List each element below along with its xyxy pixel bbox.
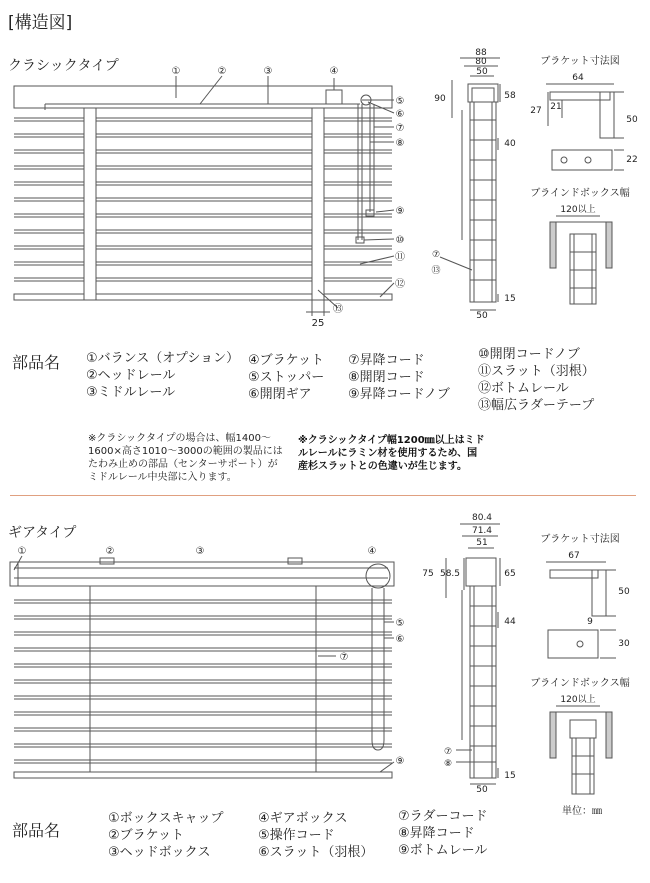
gear-part-item: ②ブラケット — [108, 828, 185, 843]
classic-ladder-tape-left — [84, 108, 96, 300]
classic-bracket-dim-27: 27 — [530, 106, 542, 116]
classic-part-item: ③ミドルレール — [86, 385, 176, 400]
classic-part-item: ①バランス（オプション） — [86, 351, 240, 366]
classic-dim-90: 90 — [434, 94, 446, 104]
classic-bracket-title: ブラケット寸法図 — [540, 56, 620, 67]
gear-dim-50: 50 — [476, 785, 488, 795]
classic-part-item: ⑪スラット（羽根） — [478, 364, 595, 379]
note-line: 産杉スラットとの色違いが生じます。 — [298, 461, 467, 472]
gear-box-title: ブラインドボックス幅 — [530, 678, 630, 689]
classic-side-callout-7: ⑦ — [431, 250, 441, 260]
classic-part-item: ②ヘッドレール — [86, 368, 176, 383]
note-line: ミドルレール中央部に入ります。 — [88, 472, 237, 483]
classic-bracket-box — [326, 90, 342, 104]
gear-callout-2: ② — [105, 546, 115, 557]
gear-callout-7: ⑦ — [339, 652, 349, 663]
classic-part-item: ⑦昇降コード — [348, 353, 425, 368]
gear-bracket-dim-30: 30 — [618, 639, 630, 649]
gear-bracket-title: ブラケット寸法図 — [540, 534, 620, 545]
gear-parts-col-1 — [108, 810, 224, 861]
gear-box-width: 120以上 — [560, 695, 596, 705]
note-line: たわみ止めの部品（センターサポート）が — [88, 459, 278, 470]
gear-head-box — [10, 562, 394, 586]
classic-box-title: ブラインドボックス幅 — [530, 188, 630, 199]
classic-dim-15: 15 — [504, 294, 516, 304]
gear-slats — [14, 600, 392, 778]
classic-callout-8: ⑧ — [395, 138, 405, 149]
classic-part-item: ⑥開閉ギア — [248, 387, 312, 402]
gear-part-item: ⑧昇降コード — [398, 826, 475, 841]
note-line: ※クラシックタイプ幅1200㎜以上はミド — [298, 435, 485, 446]
classic-dim-88: 88 — [475, 48, 487, 58]
classic-dim-25: 25 — [311, 318, 325, 329]
gear-dim-71-4: 71.4 — [471, 526, 493, 536]
classic-parts-col-4 — [478, 346, 595, 414]
classic-callout-6: ⑥ — [395, 109, 405, 120]
classic-dim-40: 40 — [504, 139, 516, 149]
gear-bracket-dim-50: 50 — [618, 587, 630, 597]
gear-part-item: ③ヘッドボックス — [108, 845, 211, 860]
note-line: ※クラシックタイプの場合は、幅1400～ — [88, 433, 271, 444]
classic-note-ramin — [298, 434, 485, 473]
classic-parts-col-3 — [348, 352, 450, 403]
classic-parts-col-2 — [248, 352, 324, 403]
classic-box-width: 120以上 — [560, 205, 596, 215]
classic-side-callout-13: ⑬ — [431, 266, 441, 276]
classic-callout-2: ② — [217, 66, 227, 77]
gear-side-callout-8: ⑧ — [443, 759, 453, 769]
gear-dim-51: 51 — [476, 538, 488, 548]
classic-part-item: ⑫ボトムレール — [478, 381, 569, 396]
classic-callout-13: ⑬ — [333, 304, 343, 315]
gear-bracket-dim-9: 9 — [587, 617, 593, 627]
classic-callout-4: ④ — [329, 66, 339, 77]
classic-part-item: ⑤ストッパー — [248, 370, 325, 385]
gear-parts-col-3 — [398, 808, 488, 859]
classic-part-item: ⑬幅広ラダーテープ — [478, 398, 595, 413]
classic-bracket-dim-50: 50 — [626, 115, 638, 125]
classic-dim-80: 80 — [475, 57, 487, 67]
classic-callout-10: ⑩ — [395, 235, 405, 246]
gear-part-item: ④ギアボックス — [258, 811, 348, 826]
gear-parts-heading: 部品名 — [12, 821, 61, 840]
gear-dim-80-4: 80.4 — [471, 513, 493, 523]
gear-dim-65: 65 — [504, 569, 516, 579]
classic-ladder-tape-right — [312, 108, 324, 300]
gear-part-item: ⑨ボトムレール — [398, 843, 488, 858]
gear-part-item: ①ボックスキャップ — [108, 811, 224, 826]
gear-callout-4: ④ — [367, 546, 377, 557]
section-divider — [10, 495, 636, 496]
gear-callout-3: ③ — [195, 546, 205, 557]
gear-parts-col-2 — [258, 810, 373, 861]
classic-head-rail — [14, 86, 392, 108]
classic-dim-58: 58 — [504, 91, 516, 101]
gear-side-callout-7: ⑦ — [443, 747, 453, 757]
classic-part-item: ⑩開閉コードノブ — [478, 347, 580, 362]
gear-side-view — [443, 524, 500, 784]
classic-callout-11: ⑪ — [395, 252, 405, 263]
unit-label: 単位：㎜ — [562, 806, 602, 817]
gear-front-view — [0, 500, 650, 800]
classic-dim-50: 50 — [476, 67, 488, 77]
gear-part-item: ⑤操作コード — [258, 828, 335, 843]
classic-parts-col-1 — [86, 350, 239, 401]
classic-note-center-support — [88, 432, 283, 484]
gear-dim-44: 44 — [504, 617, 516, 627]
gear-bracket-dim-67: 67 — [568, 551, 580, 561]
classic-part-item: ④ブラケット — [248, 353, 325, 368]
classic-part-item: ⑧開閉コード — [348, 370, 425, 385]
classic-section-title: クラシックタイプ — [8, 58, 119, 74]
classic-bracket-dim-22: 22 — [626, 155, 638, 165]
classic-parts-heading: 部品名 — [12, 353, 61, 372]
gear-dim-58-5: 58.5 — [439, 569, 461, 579]
classic-bottom-rail — [14, 294, 392, 300]
gear-part-item: ⑥スラット（羽根） — [258, 845, 374, 860]
gear-part-item: ⑦ラダーコード — [398, 809, 488, 824]
classic-bracket-dim-21: 21 — [550, 102, 562, 112]
gear-bottom-rail — [14, 772, 392, 778]
gear-dim-15: 15 — [504, 771, 516, 781]
page-title: [構造図] — [8, 13, 73, 33]
classic-callout-3: ③ — [263, 66, 273, 77]
classic-callout-7: ⑦ — [395, 123, 405, 134]
gear-callout-9: ⑨ — [395, 756, 405, 767]
gear-callout-5: ⑤ — [395, 618, 405, 629]
gear-callout-1: ① — [17, 546, 27, 557]
gear-callout-6: ⑥ — [395, 634, 405, 645]
classic-bracket-dim-64: 64 — [572, 73, 584, 83]
classic-callout-9: ⑨ — [395, 206, 405, 217]
classic-callout-5: ⑤ — [395, 96, 405, 107]
note-line: 1600×高さ1010～3000の範囲の製品には — [88, 446, 283, 457]
classic-slats — [14, 118, 392, 300]
gear-section-title: ギアタイプ — [8, 525, 77, 541]
classic-callout-1: ① — [171, 66, 181, 77]
classic-part-item: ⑨昇降コードノブ — [348, 387, 450, 402]
classic-front-view — [0, 0, 650, 340]
classic-side-view — [440, 58, 500, 310]
classic-dim-50b: 50 — [476, 311, 488, 321]
classic-callout-12: ⑫ — [395, 279, 405, 290]
note-line: ルレールにラミン材を使用するため、国 — [298, 448, 478, 459]
gear-dim-75: 75 — [422, 569, 434, 579]
